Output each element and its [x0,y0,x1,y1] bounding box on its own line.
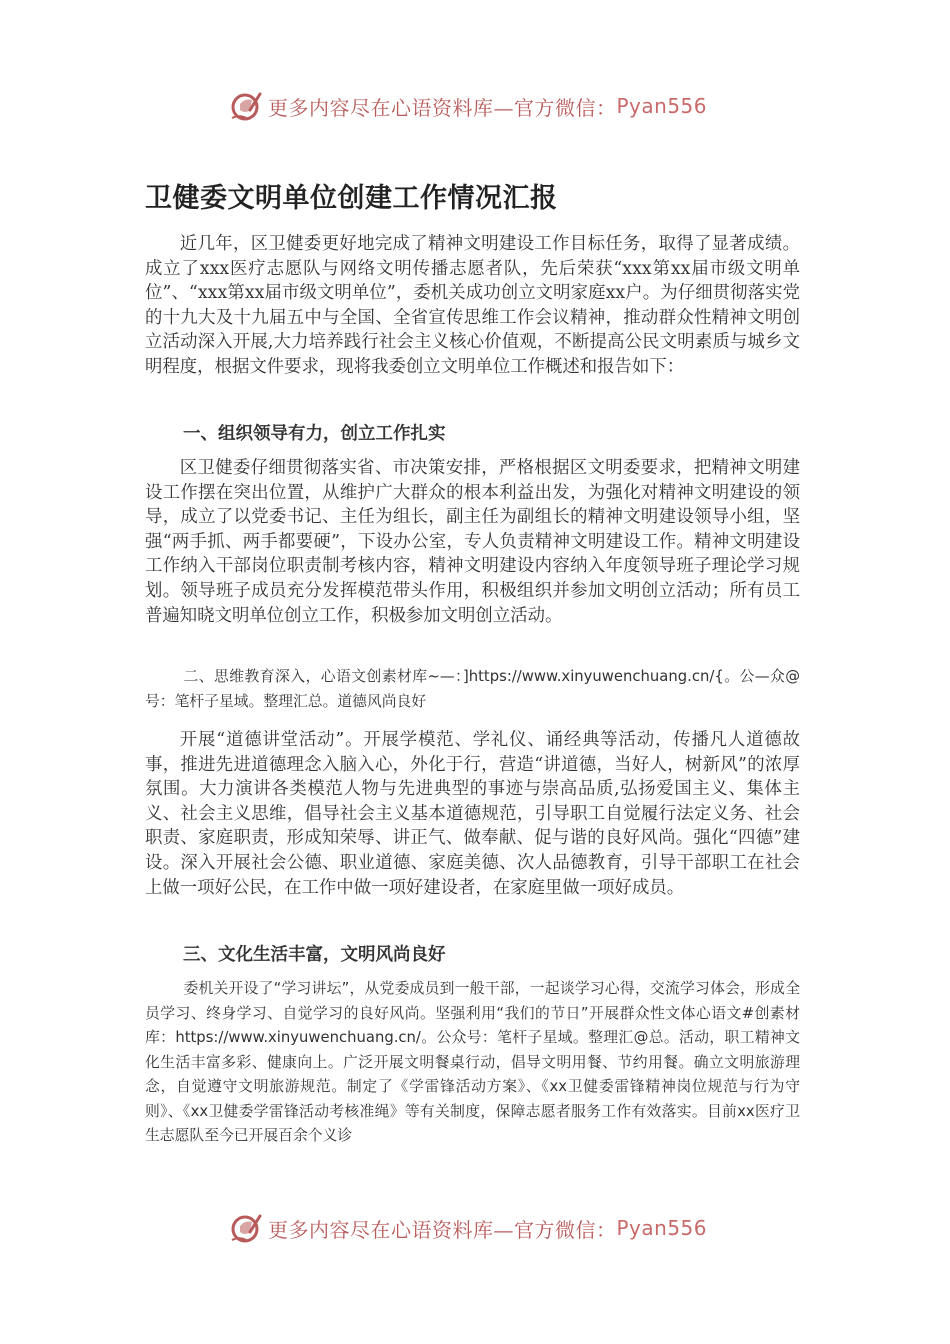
intro-paragraph: 近几年，区卫健委更好地完成了精神文明建设工作目标任务，取得了显著成绩。成立了xxx医疗志愿队与网络文明传播志愿者队，先后荣获“xxx第xx届市级文明单位”、“xxx第xx届市级文明单位”，委机关成功创立文明家庭xx户。为仔细贯彻落实党的十九大及十九届五中与全国、全省宣传思维工作会议精神，推动群众性精神文明创立活动深入开展,大力培养践行社会主义核心价值观，不断提高公民文明素质与城乡文明程度，根据文件要求，现将我委创立文明单位工作概述和报告如下： [145,234,800,377]
section-heading-2: 二、思维教育深入，心语文创素材库~—：]https://www.xinyuwenchuang.cn/{。公—众@号：笔杆子星域。整理汇总。道德风尚良好 [145,668,800,710]
brush-logo-icon [228,88,264,124]
section-1-paragraph: 区卫健委仔细贯彻落实省、市决策安排，严格根据区文明委要求，把精神文明建设工作摆在突出位置，从维护广大群众的根本利益出发，为强化对精神文明建设的领导，成立了以党委书记、主任为组长，副主任为副组长的精神文明建设领导小组，坚强“两手抓、两手都要硬”，下设办公室，专人负责精神文明建设工作。精神文明建设工作纳入干部岗位职责制考核内容，精神文明建设内容纳入年度领导班子理论学习规划。领导班子成员充分发挥模范带头作用，积极组织并参加文明创立活动；所有员工普遍知晓文明单位创立工作，积极参加文明创立活动。 [145,458,800,626]
section-heading-1: 一、组织领导有力，创立工作扎实 [183,424,446,444]
banner-text: 更多内容尽在心语资料库—官方微信： [268,1217,617,1242]
footer-banner [228,1208,707,1248]
header-banner [228,86,707,126]
document-title: 卫健委文明单位创建工作情况汇报 [145,183,558,214]
section-3-paragraph: 委机关开设了“学习讲坛”，从党委成员到一般干部，一起谈学习心得，交流学习体会，形成全员学习、终身学习、自觉学习的良好风尚。坚强利用“我们的节日”开展群众性文体心语文#创素材库：https://www.xinyuwenchuang.cn/。公众号：笔杆子星域。整理汇@总。活动，职工精神文化生活丰富多彩、健康向上。广泛开展文明餐桌行动，倡导文明用餐、节约用餐。确立文明旅游理念，自觉遵守文明旅游规范。制定了《学雷锋活动方案》、《xx卫健委雷锋精神岗位规范与行为守则》、《xx卫健委学雷锋活动考核准绳》等有关制度，保障志愿者服务工作有效落实。目前xx医疗卫生志愿队至今已开展百余个义诊 [145,980,800,1144]
banner-text: 更多内容尽在心语资料库—官方微信： [268,95,617,120]
section-heading-3: 三、文化生活丰富，文明风尚良好 [183,945,446,965]
banner-wechat-id: Pyan556 [616,94,708,118]
banner-wechat-id: Pyan556 [616,1216,708,1240]
section-2-paragraph: 开展“道德讲堂活动”。开展学模范、学礼仪、诵经典等活动，传播凡人道德故事，推进先进道德理念入脑入心，外化于行，营造“讲道德，当好人，树新风”的浓厚氛围。大力演讲各类模范人物与先进典型的事迹与崇高品质,弘扬爱国主义、集体主义、社会主义思维，倡导社会主义基本道德规范，引导职工自觉履行法定义务、社会职责、家庭职责，形成知荣辱、讲正气、做奉献、促与谐的良好风尚。强化“四德”建设。深入开展社会公德、职业道德、家庭美德、次人品德教育，引导干部职工在社会上做一项好公民，在工作中做一项好建设者，在家庭里做一项好成员。 [145,730,800,898]
brush-logo-icon [228,1210,264,1246]
